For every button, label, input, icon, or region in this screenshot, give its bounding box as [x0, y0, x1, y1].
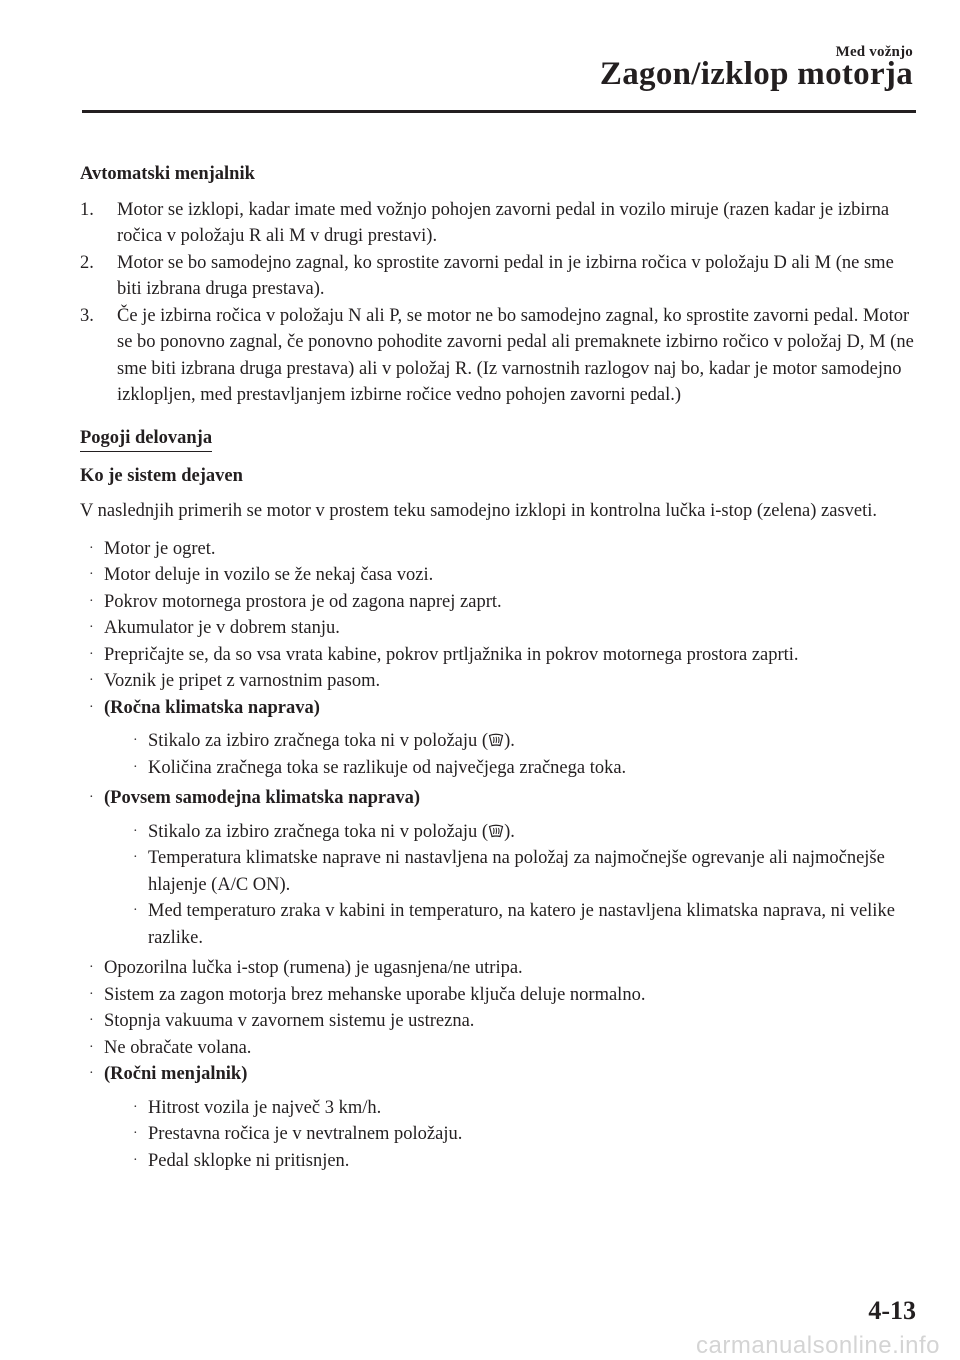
list-item-auto-ac: [80, 785, 916, 951]
list-item: [80, 1035, 916, 1062]
bullet-icon: ·: [89, 646, 94, 662]
list-item-text: Stopnja vakuuma v zavornem sistemu je ustrezna.: [104, 1011, 475, 1031]
bullet-icon: ·: [89, 986, 94, 1002]
sublist-item: [124, 845, 916, 898]
sublist-item-text: Hitrost vozila je največ 3 km/h.: [148, 1097, 382, 1118]
sublist-item: [124, 819, 916, 846]
sublist-item-text: Med temperaturo zraka v kabini in temperaturo, na katero je nastavljena klimatska naprava, ni velike razlike.: [148, 901, 895, 948]
bullet-icon: ·: [89, 1039, 94, 1055]
list-item-text: Pokrov motornega prostora je od zagona naprej zaprt.: [104, 591, 502, 612]
windshield-defroster-icon: [488, 824, 504, 838]
bullet-icon: ·: [89, 790, 94, 805]
automatic-steps: [80, 197, 916, 409]
bullet-icon: ·: [133, 903, 138, 918]
bullet-icon: ·: [133, 1126, 138, 1141]
auto-ac-sublist: [104, 819, 916, 952]
sublist-item: [124, 1095, 916, 1122]
manual-ac-sublist: [104, 728, 916, 781]
sublist-item-text: Prestavna ročica je v nevtralnem položaju.: [148, 1124, 463, 1144]
page-content: [80, 161, 916, 1178]
header-rule: [82, 110, 916, 113]
auto-ac-label: (Povsem samodejna klimatska naprava): [104, 788, 421, 808]
bullet-icon: ·: [89, 593, 94, 609]
manual-transmission-label: (Ročni menjalnik): [104, 1064, 248, 1084]
list-item-text: Motor je ogret.: [104, 538, 216, 559]
sublist-item: [124, 1121, 916, 1148]
sublist-item: [124, 898, 916, 951]
list-item-manual-transmission: [80, 1061, 916, 1174]
conditions-intro: V naslednjih primerih se motor v prostem teku samodejno izklopi in kontrolna lučka i-stop (zelena) zasveti.: [80, 501, 878, 521]
bullet-icon: ·: [89, 673, 94, 688]
sublist-item-text: Stikalo za izbiro zračnega toka ni v položaju (: [148, 731, 489, 751]
bullet-icon: ·: [133, 1152, 138, 1168]
manual-transmission-sublist: [104, 1095, 916, 1175]
bullet-icon: ·: [133, 823, 138, 839]
list-item: [80, 589, 916, 616]
bullet-icon: ·: [89, 960, 94, 975]
step-number: 1.: [80, 199, 94, 220]
list-item: [80, 642, 916, 669]
bullet-icon: ·: [133, 1099, 138, 1115]
step-item: [80, 303, 916, 409]
list-item-text: Ne obračate volana.: [104, 1037, 252, 1058]
step-item: [80, 250, 916, 303]
sublist-item: [124, 755, 916, 782]
automatic-heading: Avtomatski menjalnik: [80, 164, 255, 184]
step-text: Motor se bo samodejno zagnal, ko sprostite zavorni pedal in je izbirna ročica v položaju D ali M (ne sme biti izbrana druga prestava).: [117, 252, 894, 299]
list-item: [80, 982, 916, 1009]
sublist-item-text-end: ).: [504, 731, 515, 751]
page-number: 4-13: [868, 1296, 916, 1325]
bullet-icon: ·: [89, 567, 94, 582]
list-item: [80, 536, 916, 563]
list-item: [80, 1008, 916, 1035]
list-item: [80, 562, 916, 589]
windshield-defroster-icon: [488, 733, 504, 747]
step-item: [80, 197, 916, 250]
list-item-manual-ac: [80, 695, 916, 782]
list-item-text: Motor deluje in vozilo se že nekaj časa vozi.: [104, 565, 434, 585]
list-item-text: Akumulator je v dobrem stanju.: [104, 618, 340, 638]
header-section: Med vožnjo: [835, 44, 913, 60]
page-title: Zagon/izklop motorja: [599, 56, 913, 92]
bullet-icon: ·: [133, 733, 138, 748]
step-number: 2.: [80, 252, 94, 273]
list-item-text: Sistem za zagon motorja brez mehanske uporabe ključa deluje normalno.: [104, 984, 646, 1005]
list-item: [80, 955, 916, 982]
list-item: [80, 615, 916, 642]
step-text: Motor se izklopi, kadar imate med vožnjo pohojen zavorni pedal in vozilo miruje (razen kadar je izbirna ročica v položaju R ali M v drugi prestavi).: [117, 199, 890, 246]
manual-ac-label: (Ročna klimatska naprava): [104, 697, 320, 718]
list-item: [80, 668, 916, 695]
list-item-text: Prepričajte se, da so vsa vrata kabine, pokrov prtljažnika in pokrov motornega prostora zaprti.: [104, 644, 799, 665]
conditions-list: [80, 536, 916, 1175]
list-item-text: Opozorilna lučka i-stop (rumena) je ugasnjena/ne utripa.: [104, 958, 523, 978]
sublist-item-text-end: ).: [504, 821, 515, 842]
bullet-icon: ·: [89, 620, 94, 635]
step-number: 3.: [80, 305, 94, 326]
sublist-item-text: Pedal sklopke ni pritisnjen.: [148, 1150, 350, 1171]
sublist-item-text: Količina zračnega toka se razlikuje od največjega zračnega toka.: [148, 757, 627, 778]
bullet-icon: ·: [133, 850, 138, 865]
bullet-icon: ·: [89, 1066, 94, 1081]
conditions-heading: Pogoji delovanja: [80, 427, 212, 452]
sublist-item-text: Stikalo za izbiro zračnega toka ni v položaju (: [148, 821, 489, 842]
sublist-item: [124, 1148, 916, 1175]
sublist-item: [124, 728, 916, 755]
sublist-item-text: Temperatura klimatske naprave ni nastavljena na položaj za najmočnejše ogrevanje ali najmočnejše hlajenje (A/C ON).: [148, 848, 885, 895]
bullet-icon: ·: [89, 540, 94, 556]
watermark: carmanualsonline.info: [696, 1332, 940, 1359]
bullet-icon: ·: [89, 699, 94, 715]
bullet-icon: ·: [89, 1013, 94, 1028]
list-item-text: Voznik je pripet z varnostnim pasom.: [104, 671, 381, 691]
conditions-subheading: Ko je sistem dejaven: [80, 465, 243, 486]
step-text: Če je izbirna ročica v položaju N ali P, se motor ne bo samodejno zagnal, ko sprostite zavorni pedal. Motor se bo ponovno zagnal, če ponovno pohodite zavorni pedal ali premaknete izbirno ročico v položaj D, M (ne sme biti izbrana druga prestava) ali v položaj R. (Iz varnostnih razlogov naj bo, kadar je motor samodejno izklopljen, med prestavljanjem izbirne ročice vedno pohojen zavorni pedal.): [117, 305, 914, 405]
bullet-icon: ·: [133, 759, 138, 775]
